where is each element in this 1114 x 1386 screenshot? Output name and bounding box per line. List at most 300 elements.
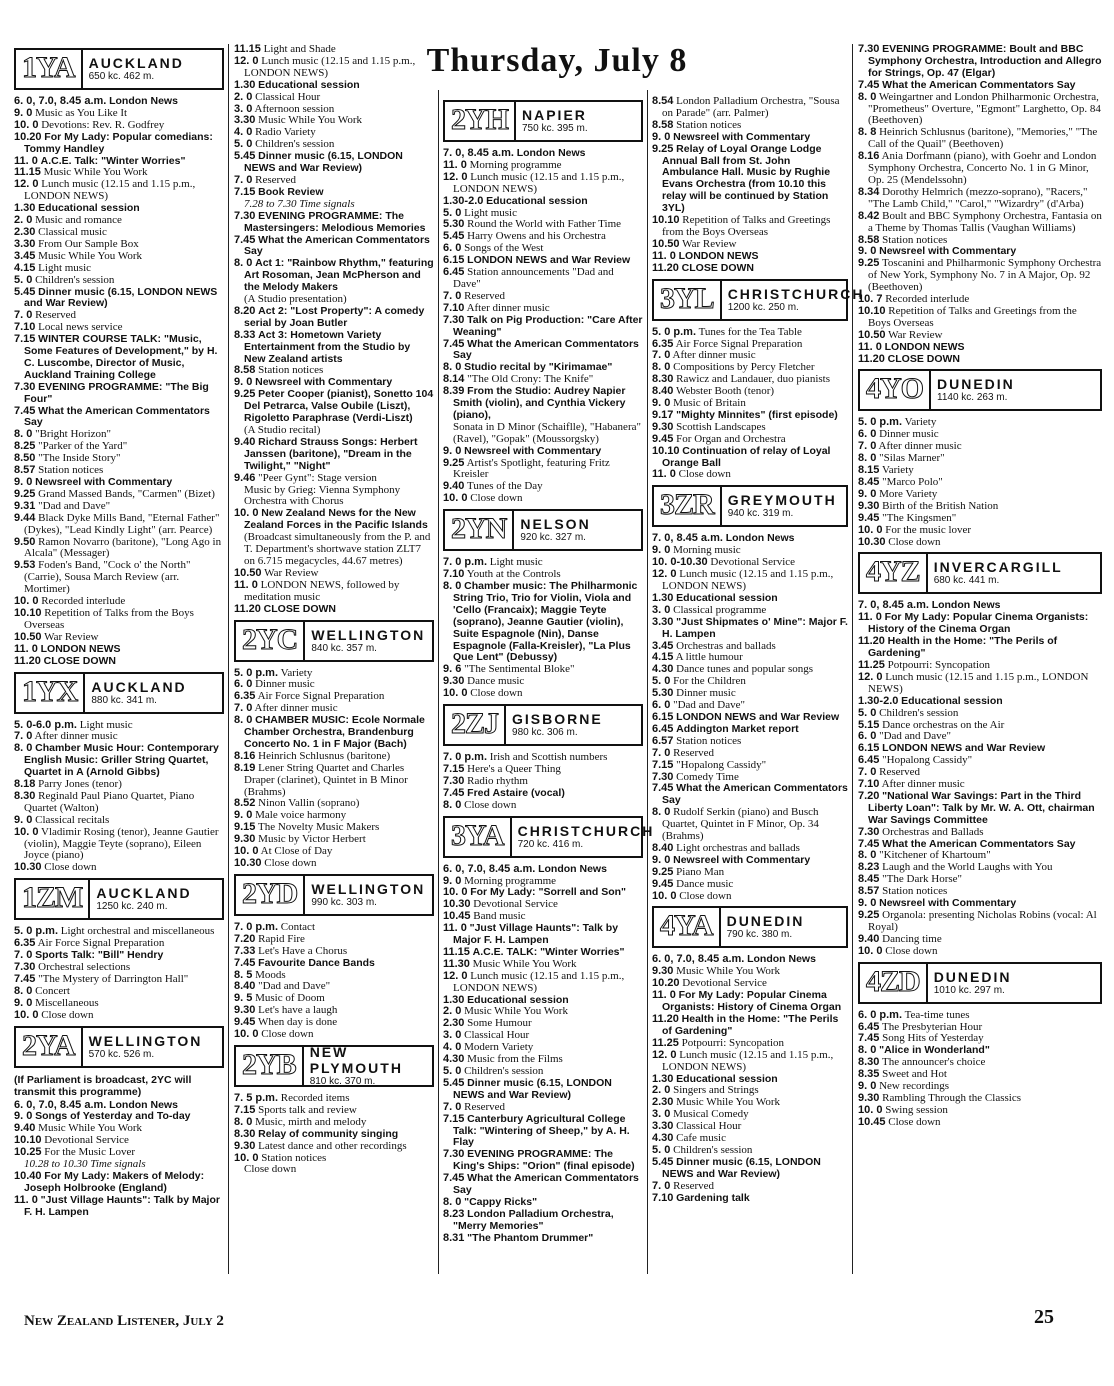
- programme-title: Educational session: [676, 1072, 778, 1085]
- programme-time: 9.50: [14, 535, 36, 548]
- programme-time: 7.10: [858, 778, 880, 791]
- programme-title: Book Review: [258, 185, 324, 198]
- station-callsign: 4ZD: [860, 964, 928, 1002]
- programme-time: 4.30: [652, 663, 674, 676]
- programme-title: Scottish Landscapes: [676, 420, 766, 433]
- programme-entry: [14, 743, 224, 779]
- programme-time: 8. 5: [234, 968, 253, 981]
- programme-title: "Just Village Haunts": Talk by Major F. H. Lampen: [453, 922, 619, 947]
- programme-time: 2.30: [14, 225, 36, 238]
- programme-entry: [234, 330, 434, 366]
- programme-title: Newsreel with Commentary: [464, 444, 602, 457]
- programme-title: Educational session: [901, 694, 1003, 707]
- programme-title: Harry Owens and his Orchestra: [467, 230, 606, 243]
- station-frequency: 980 kc. 306 m.: [512, 727, 578, 739]
- station-callsign: 1YX: [16, 674, 85, 712]
- station-info: [722, 487, 846, 525]
- programme-title: For Organ and Orchestra: [676, 432, 786, 445]
- programme-title: Toscanini and Philharmonic Symphony Orchestra of New York, Symphony No. 7 in A Major, Op. 92 (Beethoven): [868, 257, 1102, 294]
- station-city: DUNEDIN: [933, 968, 1012, 985]
- programme-title: Dorothy Helmrich (mezzo-soprano), "Racers," "The Lamb Child," "Carol," "Wizardry" (d'Arba): [868, 185, 1088, 210]
- station-callsign: 3YA: [445, 818, 512, 856]
- programme-title: Act 3: Hometown Variety Entertainment from the Studio by New Zealand artists: [244, 328, 411, 365]
- station-callsign: 2YH: [445, 102, 516, 140]
- programme-time: 8. 0: [652, 361, 671, 374]
- programme-time: 7.15: [234, 185, 256, 198]
- column-rule: [647, 90, 648, 1274]
- programme-time: 1.30-2.0: [858, 694, 899, 707]
- programme-title: Reginald Paul Piano Quartet, Piano Quartet (Walton): [24, 789, 195, 814]
- programme-title: "Bright Horizon": [35, 428, 111, 441]
- programme-title: Orchestras and Ballads: [882, 825, 984, 838]
- programme-title: Close down: [44, 861, 97, 874]
- programme-title: Music While You Work: [38, 1122, 143, 1135]
- programme-time: 9.31: [14, 499, 36, 512]
- programme-time: 9.30: [858, 1091, 880, 1104]
- programme-time: 12. 0: [443, 170, 468, 183]
- programme-time: 9. 5: [234, 992, 253, 1005]
- programme-entry: [234, 235, 434, 259]
- programme-time: 1.30: [14, 202, 36, 215]
- programme-time: 11.20: [858, 352, 885, 365]
- programme-time: 7.30: [14, 380, 36, 393]
- programme-title: Morning music: [673, 544, 741, 557]
- programme-time: 11. 0: [652, 989, 676, 1002]
- programme-time: 8. 0: [443, 798, 462, 811]
- programme-title: Music While You Work: [676, 965, 781, 978]
- programme-entry: [443, 1173, 643, 1197]
- programme-time: 5. 0: [443, 206, 462, 219]
- programme-entry: [858, 44, 1102, 80]
- programme-entry: [858, 211, 1102, 235]
- programme-entry: [443, 386, 643, 422]
- page-number: 25: [1034, 1306, 1054, 1328]
- programme-entry: [14, 179, 224, 203]
- programme-title: Cafe music: [676, 1132, 726, 1145]
- programme-time: 3. 0: [652, 603, 671, 616]
- programme-entry: [443, 493, 643, 505]
- programme-title: After dinner music: [878, 440, 962, 453]
- programme-time: 9. 0: [14, 996, 33, 1009]
- programme-title: London Palladium Orchestra, "Sousa on Parade" (arr. Palmer): [662, 95, 840, 119]
- programme-time: 9. 0: [234, 376, 253, 389]
- programme-time: 12. 0: [443, 969, 468, 982]
- programme-entry: [652, 96, 848, 120]
- programme-time: 10. 0-10.30: [652, 556, 708, 569]
- programme-title: Fred Astaire (vocal): [467, 786, 565, 799]
- programme-time: 8.19: [234, 761, 256, 774]
- programme-time: 5. 0 p.m.: [234, 666, 279, 679]
- programme-time: 3.30: [234, 114, 256, 127]
- programme-title: Close down: [678, 468, 731, 481]
- programme-entry: [14, 287, 224, 311]
- programme-time: 10.25: [14, 1146, 42, 1159]
- programme-title: War Review: [264, 566, 319, 579]
- programme-time: 7.30: [858, 825, 880, 838]
- programme-time: 11.20: [652, 261, 679, 274]
- programme-time: 7.30: [443, 313, 465, 326]
- station-frequency: 790 kc. 380 m.: [726, 929, 793, 941]
- programme-time: 9.46: [234, 471, 256, 484]
- programme-entry: [14, 791, 224, 815]
- programme-title: Black Dyke Mills Band, "Eternal Father" (Dykes), "Lead Kindly Light" (arr. Pearce): [24, 511, 220, 536]
- programme-title: Sweet and Hot: [882, 1068, 947, 1081]
- programme-time: 7. 0: [443, 289, 462, 302]
- programme-title: Lunch music (12.15 and 1.15 p.m., LONDON NEWS): [24, 178, 196, 203]
- programme-entry: [652, 1050, 848, 1074]
- programme-time: 11.15: [234, 43, 261, 55]
- programme-entry: [443, 315, 643, 339]
- programme-title: Dancing time: [882, 932, 942, 945]
- station-city: NAPIER: [522, 107, 587, 123]
- programme-time: 7. 0: [14, 309, 33, 322]
- programme-time: 5.30: [652, 687, 674, 700]
- programme-entry: [443, 581, 643, 664]
- station-callsign: 2YB: [236, 1047, 304, 1085]
- programme-title: "The Sentimental Bloke": [464, 663, 575, 676]
- programme-title: "Kitchener of Khartoum": [879, 849, 991, 862]
- station-info: [85, 674, 222, 712]
- programme-entry: [234, 858, 434, 870]
- programme-title: What the American Commentators Say: [453, 337, 639, 362]
- programme-title: Morning programme: [464, 874, 557, 887]
- station-callsign: 2YA: [16, 1028, 83, 1066]
- station-city: NEW PLYMOUTH: [309, 1043, 403, 1076]
- programme-title: Devotional Service: [682, 977, 767, 990]
- programme-title: CHAMBER MUSIC: Ecole Normale Chamber Orchestra, Brandenburg Concerto No. 1 in F Major (Bach): [244, 714, 425, 750]
- programme-entry: [858, 306, 1102, 330]
- programme-time: 7.45: [652, 782, 674, 795]
- programme-title: Station notices: [676, 118, 742, 131]
- programme-time: 10.20: [14, 130, 42, 143]
- programme-title: Act 1: "Rainbow Rhythm," featuring Art Rosoman, Jean McPherson and the Melody Makers: [244, 257, 434, 294]
- programme-entry: [234, 306, 434, 330]
- programme-title: Concert: [35, 984, 70, 997]
- programme-entry: [234, 763, 434, 799]
- programme-time: 11.15: [14, 166, 41, 179]
- programme-time: 7. 0: [14, 730, 33, 743]
- programme-title: New recordings: [879, 1080, 950, 1093]
- programme-title: Weingartner and London Philharmonic Orchestra, "Prometheus" Overture, "Egmont" Larghetto, Op. 84 (Beethoven): [868, 90, 1101, 127]
- programme-time: 10.10: [652, 444, 680, 457]
- programme-title: Morning programme: [469, 158, 562, 171]
- programme-title: Radio Variety: [255, 126, 316, 139]
- programme-title: Reserved: [673, 1179, 715, 1192]
- programme-time: 6. 0: [858, 428, 877, 441]
- station-frequency: 1200 kc. 250 m.: [727, 301, 799, 313]
- programme-entry: [443, 172, 643, 196]
- programme-title: After dinner music: [254, 702, 338, 715]
- programme-entry: [443, 1233, 643, 1245]
- programme-time: 3.45: [652, 639, 674, 652]
- programme-time: 5. 0 p.m.: [858, 416, 903, 429]
- programme-title: Artist's Spotlight, featuring Fritz Kreisler: [453, 456, 610, 481]
- programme-entry: [652, 990, 848, 1014]
- programme-time: 5. 0 p.m.: [652, 325, 697, 338]
- programme-time: 10.50: [14, 630, 42, 643]
- programme-time: 9.45: [858, 511, 880, 524]
- station-header: [652, 485, 848, 527]
- programme-title: "Hopalong Cassidy": [882, 754, 973, 767]
- programme-time: 10.45: [443, 910, 471, 923]
- programme-title: Air Force Signal Preparation: [37, 937, 165, 950]
- programme-title: For the Music Lover: [44, 1146, 136, 1159]
- programme-time: 9. 0: [443, 444, 462, 457]
- station-callsign: 1YA: [16, 50, 83, 88]
- station-info: [931, 371, 1100, 409]
- programme-title: Music, mirth and melody: [255, 1115, 367, 1128]
- programme-entry: [652, 891, 848, 903]
- programme-title: LONDON NEWS: [884, 340, 965, 353]
- programme-title: "Hopalong Cassidy": [676, 758, 767, 771]
- programme-entry: [443, 1114, 643, 1150]
- programme-title: EVENING PROGRAMME: The Mastersingers: Melodious Memories: [244, 209, 426, 234]
- programme-title: LONDON NEWS, followed by meditation music: [244, 578, 400, 603]
- programme-time: 1.30: [652, 591, 674, 604]
- programme-time: 5.45: [652, 1155, 674, 1168]
- station-header: [652, 906, 848, 948]
- programme-title: Lener String Quartet and Charles Draper (clarinet), Quintet in B Minor (Brahms): [244, 761, 408, 798]
- programme-entry: [443, 1078, 643, 1102]
- station-frequency: 750 kc. 395 m.: [522, 123, 588, 134]
- programme-detail: (A Studio presentation): [244, 293, 347, 306]
- programme-time: 9.25: [652, 142, 674, 155]
- programme-time: 10.50: [858, 328, 886, 341]
- programme-entry: [14, 656, 224, 668]
- programme-title: Contact: [280, 920, 315, 933]
- programme-title: Sports talk and review: [258, 1103, 357, 1116]
- programme-entry: [652, 263, 848, 275]
- station-header: [14, 672, 224, 714]
- programme-title: Dance tunes and popular songs: [676, 663, 814, 676]
- programme-time: 8.39: [443, 385, 465, 398]
- programme-time: 9.25: [858, 909, 880, 921]
- programme-time: 6.45: [652, 722, 674, 735]
- programme-title: Classical Hour: [464, 1029, 530, 1042]
- station-city: NELSON: [520, 516, 591, 533]
- programme-time: 4.30: [443, 1053, 465, 1066]
- programme-entry: [14, 513, 224, 537]
- programme-time: 8.57: [14, 464, 36, 477]
- programme-title: Dance music: [467, 675, 525, 688]
- programme-time: 7.10: [443, 301, 465, 314]
- programme-title: After dinner music: [672, 349, 756, 362]
- programme-time: 10.20: [652, 977, 680, 990]
- programme-detail: (A Studio recital): [244, 424, 321, 436]
- programme-time: 10. 0: [14, 118, 39, 131]
- station-city: AUCKLAND: [88, 55, 184, 71]
- programme-time: 1.30: [443, 993, 465, 1006]
- programme-title: Air Force Signal Preparation: [675, 337, 803, 350]
- programme-time: 8. 0: [858, 1044, 877, 1057]
- programme-time: 11. 0: [443, 922, 467, 935]
- station-callsign: 3YL: [654, 281, 722, 319]
- programme-time: 9.30: [234, 1004, 256, 1017]
- programme-title: Lunch music (12.15 and 1.15 p.m., LONDON NEWS): [662, 568, 834, 592]
- programme-time: 8. 0: [443, 361, 462, 374]
- station-city: AUCKLAND: [96, 885, 192, 902]
- station-info: [83, 50, 222, 88]
- column-5: [858, 44, 1102, 1129]
- programme-title: "The Dark Horse": [882, 873, 963, 886]
- programme-time: 7. 0: [652, 349, 671, 362]
- programme-time: 10.40: [14, 1169, 42, 1182]
- programme-time: 6. 0, 7.0, 8.45 a.m.: [14, 1098, 107, 1111]
- programme-title: Orchestras and ballads: [676, 639, 776, 652]
- programme-time: 5.45: [443, 1076, 465, 1089]
- station-callsign: 2YD: [236, 876, 305, 914]
- programme-title: Some Humour: [467, 1017, 532, 1030]
- programme-time: 9.40: [443, 480, 465, 493]
- programme-time: 8. 0: [14, 428, 33, 441]
- programme-title: Heinrich Schlusnus (baritone): [258, 749, 391, 762]
- programme-title: The Novelty Music Makers: [257, 821, 380, 834]
- programme-title: Chamber Music Hour: Contemporary English Music: Griller String Quartet, Quartet in A (Arnold Gibbs): [24, 742, 219, 779]
- programme-entry: [443, 458, 643, 482]
- programme-entry: [858, 672, 1102, 696]
- programme-time: 8.45: [858, 476, 880, 488]
- programme-title: London News: [931, 599, 1001, 612]
- programme-title: Parry Jones (tenor): [38, 778, 122, 791]
- programme-time: 6. 0 p.m.: [858, 1008, 903, 1021]
- programme-time: 2. 0: [234, 90, 253, 103]
- programme-title: Lunch music (12.15 and 1.15 p.m., LONDON NEWS): [868, 670, 1089, 695]
- programme-time: 2.30: [652, 1096, 674, 1109]
- programme-time: 9.25: [14, 487, 36, 500]
- station-frequency: 1250 kc. 240 m.: [96, 901, 168, 913]
- programme-time: 11.20: [652, 1013, 679, 1025]
- programme-title: LONDON NEWS and War Review: [882, 742, 1046, 755]
- programme-title: For the music lover: [885, 523, 972, 536]
- station-header: [234, 1045, 434, 1087]
- programme-entry: [652, 469, 848, 481]
- programme-time: 7.10: [652, 1191, 674, 1204]
- programme-title: London News: [747, 953, 816, 966]
- station-info: [721, 908, 846, 946]
- station-info: [305, 622, 432, 660]
- programme-title: Educational session: [486, 194, 588, 207]
- programme-time: 7. 0: [234, 702, 253, 715]
- programme-time: 11.15: [443, 945, 470, 958]
- programme-title: "Alice in Wonderland": [879, 1044, 990, 1057]
- programme-time: 6.45: [858, 1020, 880, 1033]
- programme-title: Heinrich Schlusnus (baritone), "Memories," "The Call of the Quail" (Beethoven): [868, 126, 1098, 151]
- programme-title: Swing session: [885, 1103, 948, 1116]
- programme-title: Station notices: [258, 364, 324, 377]
- programme-title: Ania Dorfmann (piano), with Goehr and London Symphony Orchestra, Concerto No. 1 in G Minor, Op. 25 (Mendelssohn): [868, 150, 1097, 186]
- programme-title: Dinner music (6.15, LONDON NEWS and War Review): [24, 285, 218, 310]
- programme-time: 8.40: [652, 841, 674, 854]
- programme-title: Educational session: [258, 78, 360, 91]
- programme-title: Musical Comedy: [673, 1108, 749, 1121]
- station-header: [443, 100, 643, 142]
- programme-time: 8. 0: [858, 452, 877, 465]
- programme-time: 4.15: [14, 261, 36, 274]
- programme-title: Lunch music (12.15 and 1.15 p.m., LONDON NEWS): [662, 1048, 834, 1073]
- station-frequency: 570 kc. 526 m.: [88, 1048, 155, 1060]
- programme-title: Light music: [464, 206, 517, 219]
- programme-entry: [14, 382, 224, 406]
- programme-title: London Palladium Orchestra, "Merry Memories": [453, 1207, 614, 1232]
- programme-title: Classical Hour: [676, 1120, 742, 1133]
- programme-entry: [234, 604, 434, 616]
- programme-title: Children's session: [255, 138, 335, 151]
- programme-entry: [14, 862, 224, 874]
- programme-time: 9. 6: [443, 663, 462, 676]
- programme-time: 7.45: [234, 233, 256, 246]
- programme-time: 3. 0: [652, 1108, 671, 1121]
- programme-title: For the Children: [673, 675, 746, 688]
- station-header: [234, 874, 434, 916]
- programme-title: Close down: [470, 687, 523, 700]
- programme-time: 12. 0: [858, 670, 883, 683]
- programme-entry: [14, 560, 224, 596]
- programme-time: 5.45: [14, 285, 36, 298]
- programme-title: Close down: [41, 1008, 94, 1021]
- programme-time: 9.30: [652, 420, 674, 433]
- programme-title: "The Inside Story": [38, 452, 121, 465]
- programme-title: Close down: [885, 944, 938, 957]
- programme-entry: [652, 617, 848, 641]
- programme-time: 7. 0: [652, 746, 671, 759]
- programme-title: Light orchestral and miscellaneous: [60, 925, 215, 938]
- programme-title: Piano Man: [676, 865, 725, 878]
- programme-time: 5.15: [858, 718, 880, 731]
- programme-entry: [858, 946, 1102, 958]
- programme-title: For My Lady: Popular Cinema Organists: History of the Cinema Organ: [868, 611, 1089, 636]
- programme-title: Youth at the Controls: [466, 568, 561, 581]
- programme-time: 10. 0: [443, 492, 468, 505]
- station-city: CHRISTCHURCH: [727, 285, 865, 302]
- programme-entry: [234, 258, 434, 294]
- programme-time: 10.10: [858, 304, 886, 317]
- programme-note: (If Parliament is broadcast, 2YC will transmit this programme): [14, 1073, 192, 1098]
- programme-time: 8.23: [858, 861, 880, 874]
- programme-title: Newsreel with Commentary: [255, 376, 393, 389]
- programme-title: Light and Shade: [263, 43, 336, 55]
- programme-time: 7. 0: [652, 1179, 671, 1192]
- programme-title: Music of Doom: [255, 992, 325, 1005]
- programme-entry: [652, 783, 848, 807]
- programme-title: Tea-time tunes: [904, 1008, 970, 1021]
- station-header: [14, 1026, 224, 1068]
- programme-entry: [234, 389, 434, 425]
- programme-time: 8.54: [652, 95, 674, 107]
- programme-entry: [234, 580, 434, 604]
- programme-title: Music While You Work: [676, 1096, 781, 1109]
- programme-time: 9. 0: [652, 397, 671, 410]
- programme-title: Devotional Service: [710, 556, 796, 569]
- station-frequency: 720 kc. 416 m.: [517, 838, 584, 850]
- programme-time: 9.45: [652, 877, 674, 890]
- programme-time: 10. 0: [14, 825, 39, 838]
- programme-title: Modern Variety: [464, 1041, 534, 1054]
- programme-time: 7.10: [443, 568, 465, 581]
- programme-entry: [14, 406, 224, 430]
- programme-title: What the American Commentators Say: [24, 404, 210, 429]
- programme-title: Station notices: [261, 1151, 327, 1164]
- programme-title: At Close of Day: [260, 845, 333, 858]
- programme-title: Dance music: [676, 877, 734, 890]
- programme-time: 10. 0: [443, 886, 468, 899]
- programme-time: 9.30: [858, 499, 880, 512]
- programme-time: 8.33: [234, 328, 256, 341]
- programme-time: 4.15: [652, 651, 674, 664]
- programme-title: Variety: [904, 416, 937, 429]
- programme-time: 12. 0: [652, 1048, 677, 1061]
- station-city: DUNEDIN: [726, 913, 805, 930]
- programme-entry: [234, 437, 434, 473]
